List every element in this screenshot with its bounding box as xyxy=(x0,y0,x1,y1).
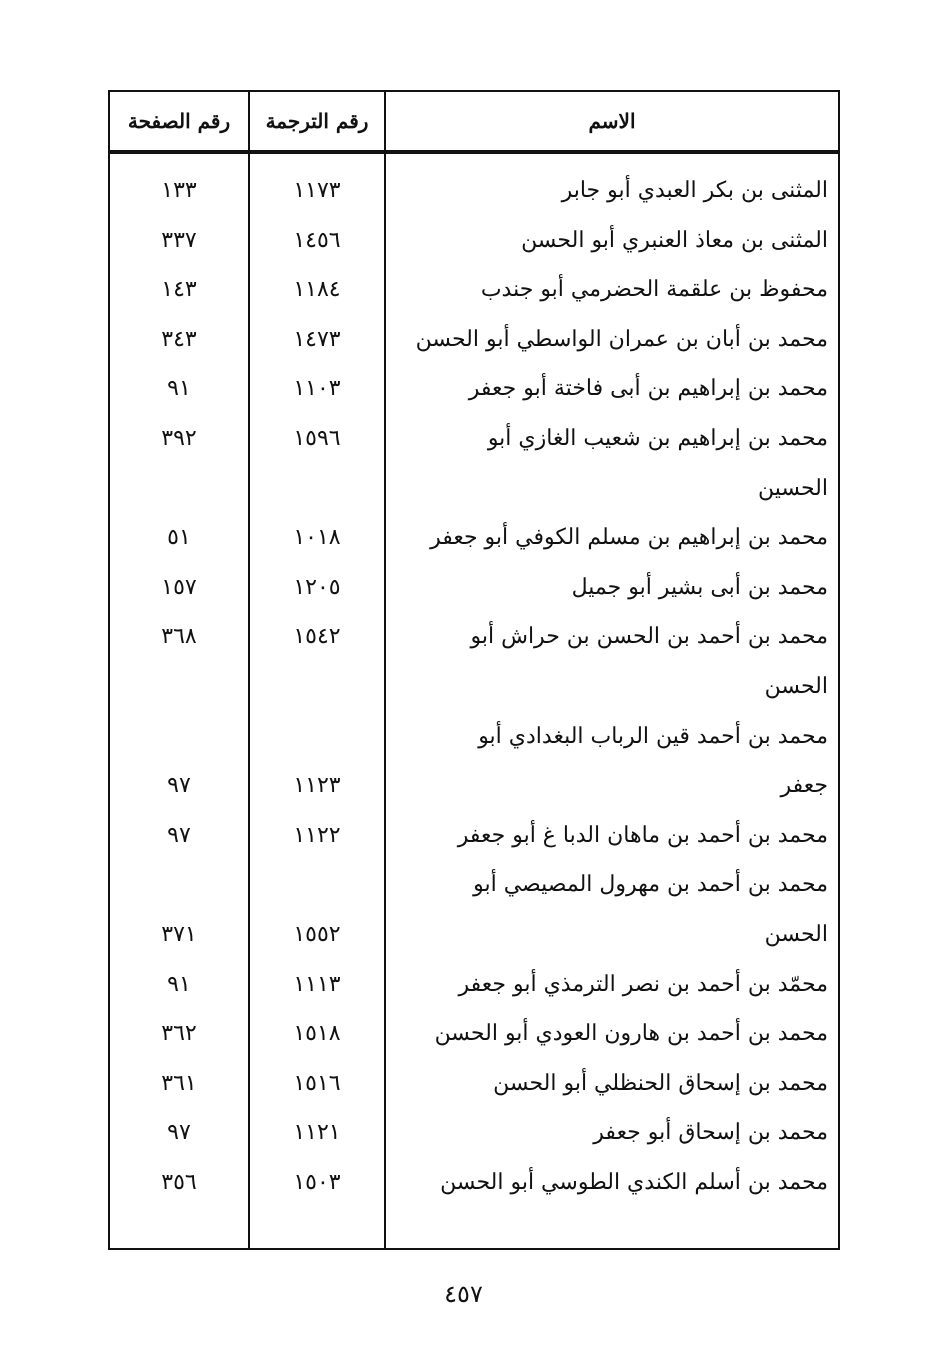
translation-number-cell: ١١٧٣ xyxy=(293,178,341,203)
table-row xyxy=(110,910,838,960)
page-number-cell xyxy=(110,662,248,712)
table-row xyxy=(110,960,838,1010)
table-row xyxy=(110,563,838,613)
table-row xyxy=(110,166,838,216)
page-number-cell: ٣٦١ xyxy=(161,1070,197,1096)
header-rule xyxy=(110,150,838,154)
table-row xyxy=(110,712,838,762)
name-cell: محمد بن أحمد بن هارون العودي أبو الحسن xyxy=(434,1021,828,1047)
table-row xyxy=(110,414,838,464)
name-cell: محمد بن إبراهيم بن شعيب الغازي أبو xyxy=(487,425,828,451)
translation-number-cell: ١٠١٨ xyxy=(293,525,341,551)
name-cell: الحسين xyxy=(757,475,828,501)
translation-number-cell: ١١٨٤ xyxy=(293,277,341,303)
page-number-cell: ٣٩٢ xyxy=(161,425,197,451)
name-cell: المثنى بن معاذ العنبري أبو الحسن xyxy=(521,227,828,253)
translation-number-cell: ١٥٤٢ xyxy=(293,624,341,650)
name-cell: الحسن xyxy=(764,673,828,699)
translation-number-cell: ١٥٥٢ xyxy=(293,921,341,947)
translation-number-cell: ١٥٩٦ xyxy=(293,425,341,451)
page-number-cell: ٣٤٣ xyxy=(161,326,197,352)
name-cell: محمد بن أسلم الكندي الطوسي أبو الحسن xyxy=(440,1169,828,1195)
translation-number-cell xyxy=(250,712,384,762)
name-cell: الحسن xyxy=(764,921,828,947)
page-number-cell: ٩٧ xyxy=(167,822,191,848)
table-row xyxy=(110,1009,838,1059)
table-row xyxy=(110,1108,838,1158)
name-cell: محمد بن أحمد بن ماهان الدبا غ أبو جعفر xyxy=(457,822,828,848)
table-row xyxy=(110,1158,838,1208)
table-row xyxy=(110,811,838,861)
table-row xyxy=(110,513,838,563)
page-number-cell: ٣٧١ xyxy=(161,921,197,947)
translation-number-cell: ١٥١٦ xyxy=(293,1070,341,1096)
translation-number-cell: ١٢٠٥ xyxy=(293,574,341,600)
header-page-number: رقم الصفحة xyxy=(127,109,231,133)
translation-number-cell: ١١٢٢ xyxy=(293,822,341,848)
page-number-cell xyxy=(110,464,248,514)
name-cell: محمد بن أحمد بن الحسن بن حراش أبو xyxy=(470,624,828,650)
name-cell: محمد بن إسحاق الحنظلي أبو الحسن xyxy=(493,1070,828,1096)
name-cell: محمد بن أحمد بن مهرول المصيصي أبو xyxy=(473,872,828,898)
table-row xyxy=(110,265,838,315)
translation-number-cell: ١١١٣ xyxy=(293,971,341,997)
table-row xyxy=(110,662,838,712)
translation-number-cell: ١١٢١ xyxy=(293,1120,341,1146)
table-row xyxy=(110,1059,838,1109)
translation-number-cell: ١٤٧٣ xyxy=(293,326,341,352)
page-number-cell: ٣٣٧ xyxy=(161,227,197,253)
name-cell: محمد بن أبى بشير أبو جميل xyxy=(571,574,828,600)
page-number-cell: ٩٧ xyxy=(167,773,191,799)
index-table xyxy=(108,90,840,1250)
translation-number-cell: ١١٠٣ xyxy=(293,376,341,402)
header-translation-number: رقم الترجمة xyxy=(265,109,369,133)
name-cell: المثنى بن بكر العبدي أبو جابر xyxy=(561,178,828,203)
name-cell: محفوظ بن علقمة الحضرمي أبو جندب xyxy=(480,277,828,303)
header-name: الاسم xyxy=(588,109,636,133)
translation-number-cell: ١١٢٣ xyxy=(293,773,341,799)
table-body xyxy=(110,166,838,1207)
page-number-cell: ٣٦٨ xyxy=(161,624,197,650)
page-number-cell: ٩١ xyxy=(167,971,191,997)
table-row xyxy=(110,315,838,365)
translation-number-cell xyxy=(250,662,384,712)
translation-number-cell: ١٤٥٦ xyxy=(293,227,341,253)
page-number: ٤٥٧ xyxy=(444,1280,483,1308)
page-number-cell xyxy=(110,860,248,910)
name-cell: محمّد بن أحمد بن نصر الترمذي أبو جعفر xyxy=(458,971,828,997)
translation-number-cell: ١٥٠٣ xyxy=(293,1169,341,1195)
page-number-cell: ٩١ xyxy=(167,376,191,402)
translation-number-cell: ١٥١٨ xyxy=(293,1021,341,1047)
name-cell: محمد بن إبراهيم بن أبى فاختة أبو جعفر xyxy=(468,376,828,402)
table-row xyxy=(110,216,838,266)
table-row xyxy=(110,612,838,662)
page-number-cell: ١٣٣ xyxy=(161,178,197,203)
translation-number-cell xyxy=(250,860,384,910)
page-number-cell: ٥١ xyxy=(167,525,191,551)
name-cell: محمد بن إسحاق أبو جعفر xyxy=(593,1120,828,1146)
page-number-cell: ٩٧ xyxy=(167,1120,191,1146)
name-cell: محمد بن أحمد قين الرباب البغدادي أبو xyxy=(478,723,828,749)
name-cell: محمد بن أبان بن عمران الواسطي أبو الحسن xyxy=(415,326,828,352)
page-number-cell xyxy=(110,712,248,762)
page-number-cell: ٣٥٦ xyxy=(161,1169,197,1195)
page-number-cell: ٣٦٢ xyxy=(161,1021,197,1047)
table-row xyxy=(110,761,838,811)
name-cell: محمد بن إبراهيم بن مسلم الكوفي أبو جعفر xyxy=(430,525,828,551)
page-number-cell: ١٥٧ xyxy=(161,574,197,600)
table-row xyxy=(110,464,838,514)
table-row xyxy=(110,860,838,910)
page-number-cell: ١٤٣ xyxy=(161,277,197,303)
table-row xyxy=(110,364,838,414)
name-cell: جعفر xyxy=(780,773,828,799)
translation-number-cell xyxy=(250,464,384,514)
